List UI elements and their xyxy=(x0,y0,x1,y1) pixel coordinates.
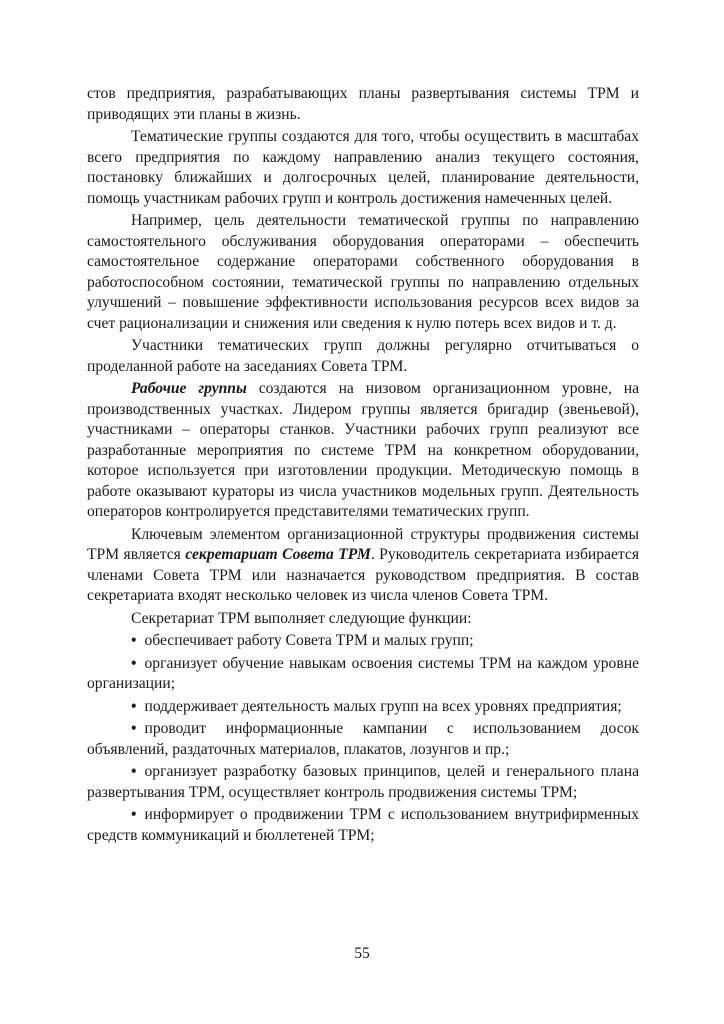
list-item-text: обеспечивает работу Совета ТРМ и малых групп; xyxy=(144,632,474,649)
bullet-icon: • xyxy=(131,654,137,672)
bullet-icon: • xyxy=(131,632,137,649)
bullet-icon: • xyxy=(131,806,137,823)
list-item xyxy=(87,631,639,652)
paragraph-text: создаются на низовом организационном уровне, на производственных участках. Лидером группы является бригадир (звеньевой), участниками – операторы станков. Участники рабочих групп реализуют все разработанные мероприятия по системе ТРМ на конкретном оборудовании, которое используется при изготовлении продукции. Методическую помощь в работе оказывают кураторы из числа участников модельных групп. Деятельность операторов контролируется представителями тематических групп. xyxy=(87,380,640,520)
list-item-text: организует обучение навыкам освоения системы ТРМ на каждом уровне организации; xyxy=(87,654,639,692)
list-item-text: организует разработку базовых принципов, целей и генерального плана развертывания ТРМ, осуществляет контроль продвижения системы ТРМ; xyxy=(87,763,639,801)
list-item xyxy=(87,762,639,803)
paragraph-text: . Руководитель секретариата избирается членами Совета ТРМ или назначается руководством предприятия. В состав секретариата входят несколько человек из числа членов Совета ТРМ. xyxy=(87,546,639,604)
list-item-text: информирует о продвижении ТРМ с использованием внутрифирменных средств коммуникаций и бюллетеней ТРМ; xyxy=(87,806,639,844)
list-item xyxy=(87,805,639,846)
paragraph: Секретариат ТРМ выполняет следующие функции: xyxy=(131,609,472,627)
paragraph xyxy=(87,379,639,523)
list-item xyxy=(87,719,639,760)
bullet-icon: • xyxy=(131,697,137,715)
list-item-text: проводит информационные кампании с использованием досок объявлений, раздаточных материалов, плакатов, лозунгов и пр.; xyxy=(87,720,639,758)
paragraph: Например, цель деятельности тематической группы по направлению самостоятельного обслуживания оборудования операторами – обеспечить самостоятельное содержание операторами собственного оборудования в работоспособном состоянии, тематической группы по направлению отдельных улучшений – повышение эффективности использования ресурсов всех видов за счет рационализации и снижения или сведения к нулю потерь всех видов и т. д. xyxy=(87,212,639,332)
term-secretariat: секретариат Совета ТРМ xyxy=(185,546,371,563)
bullet-icon: • xyxy=(131,763,137,780)
paragraph: стов предприятия, разрабатывающих планы развертывания системы ТРМ и приводящих эти планы в жизнь. xyxy=(87,85,639,123)
bullet-icon: • xyxy=(131,720,137,737)
paragraph: Участники тематических групп должны регулярно отчитываться о проделанной работе на заседаниях Совета ТРМ. xyxy=(87,337,639,375)
term-working-groups: Рабочие группы xyxy=(131,380,247,397)
list-item xyxy=(87,697,639,718)
document-body xyxy=(87,84,639,846)
list-item xyxy=(87,654,639,695)
paragraph-text: Ключевым элементом организационной структуры продвижения системы ТРМ является xyxy=(87,525,639,563)
page-number: 55 xyxy=(354,945,370,962)
paragraph xyxy=(87,525,639,607)
list-item-text: поддерживает деятельность малых групп на всех уровнях предприятия; xyxy=(144,697,622,715)
paragraph: Тематические группы создаются для того, чтобы осуществить в масштабах всего предприятия по каждому направлению анализ текущего состояния, постановку ближайших и долгосрочных целей, планирование деятельности, помощь участникам рабочих групп и контроль достижения намеченных целей. xyxy=(87,128,639,207)
